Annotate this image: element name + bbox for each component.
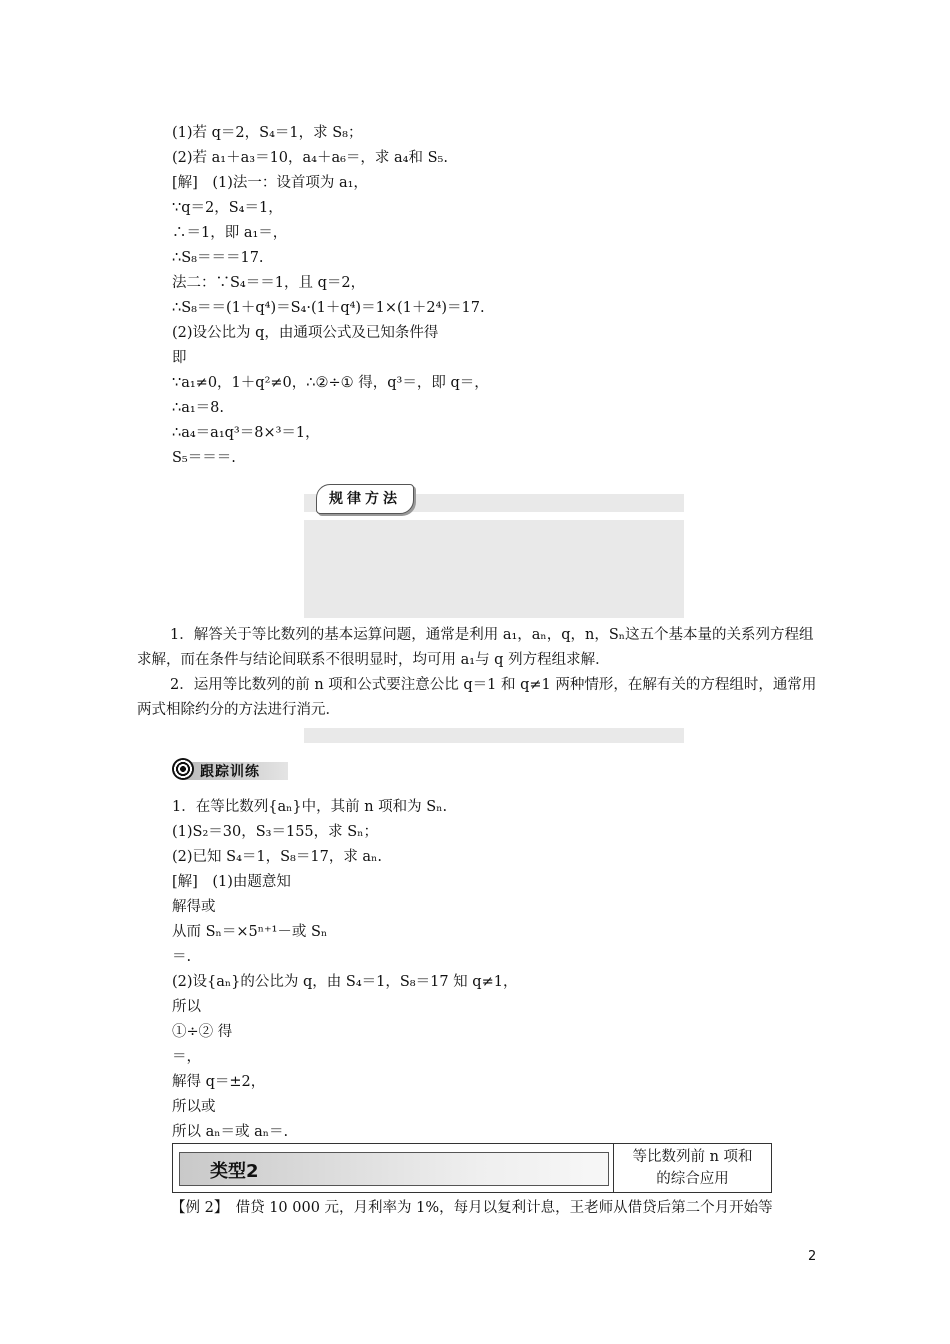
problem-line: ∵a₁≠0，1＋q²≠0，∴②÷① 得，q³＝，即 q＝， xyxy=(172,375,489,391)
practice-badge-label: 跟踪训练 xyxy=(200,764,260,780)
type-section-box xyxy=(172,1143,772,1193)
practice-line: (2)设{aₙ}的公比为 q，由 S₄＝1，S₈＝17 知 q≠1， xyxy=(172,974,518,990)
type-label: 类型2 xyxy=(210,1161,259,1182)
practice-line: 1．在等比数列{aₙ}中，其前 n 项和为 Sₙ. xyxy=(172,799,448,815)
problem-line: ∴a₄＝a₁q³＝8×³＝1， xyxy=(172,425,320,441)
problem-line: ∵q＝2，S₄＝1， xyxy=(172,200,283,216)
problem-line: (1)若 q＝2，S₄＝1，求 S₈； xyxy=(172,125,363,141)
method-item: 2．运用等比数列的前 n 项和公式要注意公比 q＝1 和 q≠1 两种情形，在解有关的方程组时，通常用两式相除约分的方法进行消元． xyxy=(137,677,817,718)
practice-line: (1)S₂＝30，S₃＝155，求 Sₙ； xyxy=(172,824,378,840)
practice-line: (2)已知 S₄＝1，S₈＝17，求 aₙ. xyxy=(172,849,382,865)
practice-line: 解得或 xyxy=(172,899,216,915)
practice-line: 所以 xyxy=(172,999,201,1015)
practice-line: [解] (1)由题意知 xyxy=(172,874,291,890)
method-badge xyxy=(316,484,414,514)
problem-line: S₅＝＝＝. xyxy=(172,450,236,466)
problem-line: 即 xyxy=(172,350,187,366)
practice-line: 从而 Sₙ＝×5ⁿ⁺¹－或 Sₙ xyxy=(172,924,328,940)
method-content-box xyxy=(304,520,684,618)
target-icon xyxy=(172,758,194,780)
page-number: 2 xyxy=(808,1249,817,1264)
practice-line: 所以或 xyxy=(172,1099,216,1115)
problem-line: ∴S₈＝＝＝17. xyxy=(172,250,264,266)
problem-line: 法二：∵S₄＝＝1，且 q＝2， xyxy=(172,275,366,291)
practice-line: 解得 q＝±2， xyxy=(172,1074,266,1090)
type-title-line2: 的综合应用 xyxy=(656,1171,729,1187)
method-footer-bar xyxy=(304,728,684,743)
problem-line: (2)设公比为 q，由通项公式及已知条件得 xyxy=(172,325,439,341)
practice-line: ①÷② 得 xyxy=(172,1024,233,1040)
method-item: 1．解答关于等比数列的基本运算问题，通常是利用 a₁，aₙ，q，n，Sₙ这五个基本量的关系列方程组求解，而在条件与结论间联系不很明显时，均可用 a₁与 q 列方程组求解． xyxy=(137,627,814,668)
type-title-line1: 等比数列前 n 项和 xyxy=(632,1149,753,1165)
problem-line: ∴a₁＝8. xyxy=(172,400,225,416)
problem-line: [解] (1)法一：设首项为 a₁， xyxy=(172,175,368,191)
practice-badge xyxy=(172,758,288,782)
problem-line: ∴S₈＝＝(1＋q⁴)＝S₄·(1＋q⁴)＝1×(1＋2⁴)＝17. xyxy=(172,300,485,316)
problem-line: (2)若 a₁＋a₃＝10，a₄＋a₆＝，求 a₄和 S₅. xyxy=(172,150,448,166)
practice-line: ＝， xyxy=(172,1049,201,1065)
type-label-panel xyxy=(179,1152,609,1186)
method-badge-label: 规律方法 xyxy=(329,491,401,507)
practice-line: ＝. xyxy=(172,949,192,965)
example-text: 【例 2】 借贷 10 000 元，月利率为 1%，每月以复利计息，王老师从借贷后第二个月开始等 xyxy=(171,1200,773,1216)
practice-line: 所以 aₙ＝或 aₙ＝. xyxy=(172,1124,289,1140)
type-title xyxy=(613,1144,771,1192)
method-text xyxy=(137,623,817,723)
problem-line: ∴＝1，即 a₁＝， xyxy=(172,225,288,241)
